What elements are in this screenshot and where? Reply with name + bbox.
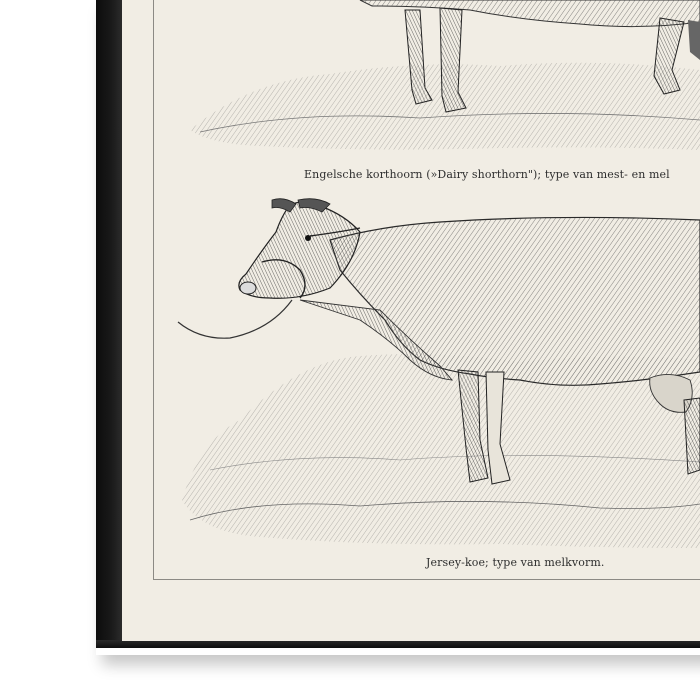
caption-shorthorn: Engelsche korthoorn (»Dairy shorthorn"); type van mest- en mel bbox=[304, 168, 670, 181]
caption-jersey: Jersey-koe; type van melkvorm. bbox=[426, 556, 605, 569]
jersey-cow-illustration bbox=[178, 199, 700, 548]
shorthorn-cow-illustration bbox=[190, 0, 700, 150]
